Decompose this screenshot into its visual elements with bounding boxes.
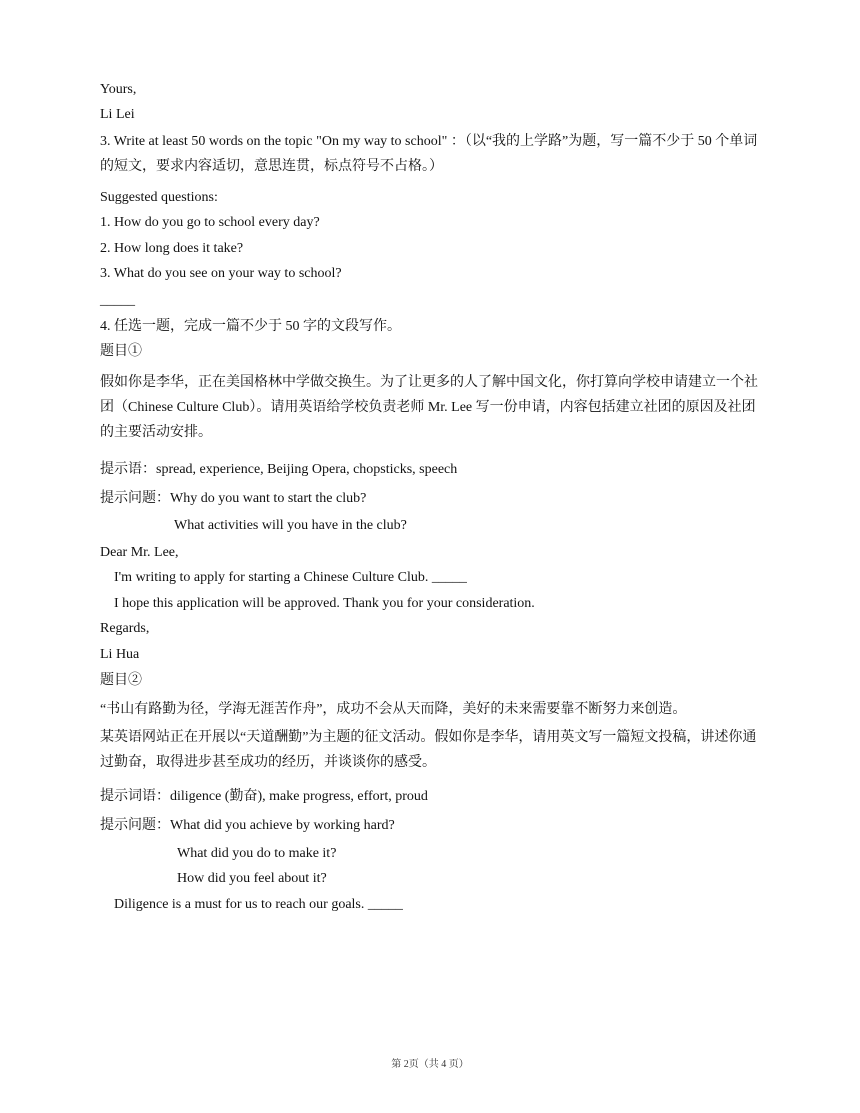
topic-2-hint-question-2: What did you do to make it? <box>177 846 337 861</box>
topic-1-hint-question-1: 提示问题：Why do you want to start the club? <box>100 491 367 506</box>
topic-2-prompt: 某英语网站正在开展以“天道酬勤”为主题的征文活动。假如你是李华，请用英文写一篇短文投稿，讲述你通过勤奋，取得进步甚至成功的经历，并谈谈你的感受。 <box>100 730 757 770</box>
suggested-question-2: 2. How long does it take? <box>100 241 244 256</box>
topic-2-hint-question-3: How did you feel about it? <box>177 871 327 886</box>
page-footer: 第 2页（共 4 页） <box>391 1059 469 1070</box>
signature-li-lei: Li Lei <box>100 107 135 122</box>
topic-2-quote: “书山有路勤为径，学海无涯苦作舟”，成功不会从天而降，美好的未来需要靠不断努力来创造。 <box>100 702 687 717</box>
letter-regards: Regards, <box>100 621 150 636</box>
suggested-questions-heading: Suggested questions: <box>100 190 218 205</box>
letter-salutation: Dear Mr. Lee, <box>100 545 179 560</box>
letter-opening: I'm writing to apply for starting a Chinese Culture Club. _____ <box>114 570 467 585</box>
topic-1-prompt: 假如你是李华，正在美国格林中学做交换生。为了让更多的人了解中国文化，你打算向学校申请建立一个社团（Chinese Culture Club）。请用英语给学校负责老师 Mr. Lee 写一份申请，内容包括建立社团的原因及社团的主要活动安排。 <box>100 375 758 440</box>
topic-1-hint-words: 提示语：spread, experience, Beijing Opera, chopsticks, speech <box>100 462 458 477</box>
topic-1-hint-question-2: What activities will you have in the club? <box>174 518 407 533</box>
question-4-heading: 4. 任选一题，完成一篇不少于 50 字的文段写作。 <box>100 319 401 334</box>
signature-li-hua: Li Hua <box>100 647 140 662</box>
question-3-prompt: 3. Write at least 50 words on the topic "On my way to school" ：（以“我的上学路”为题，写一篇不少于 50 个单词的短文，要求内容适切，意思连贯，标点符号不占格。） <box>100 134 758 174</box>
topic-1-heading: 题目① <box>100 344 142 359</box>
suggested-question-3: 3. What do you see on your way to school? <box>100 266 342 281</box>
suggested-question-1: 1. How do you go to school every day? <box>100 215 320 230</box>
topic-2-heading: 题目② <box>100 673 142 688</box>
answer-blank-3: _____ <box>100 293 135 308</box>
closing-yours: Yours, <box>100 82 137 97</box>
topic-2-hint-words: 提示词语：diligence (勤奋), make progress, effort, proud <box>100 789 428 804</box>
topic-2-opening-sentence: Diligence is a must for us to reach our goals. _____ <box>114 897 403 912</box>
letter-closing-sentence: I hope this application will be approved. Thank you for your consideration. <box>114 596 535 611</box>
topic-2-hint-question-1: 提示问题：What did you achieve by working hard? <box>100 818 395 833</box>
